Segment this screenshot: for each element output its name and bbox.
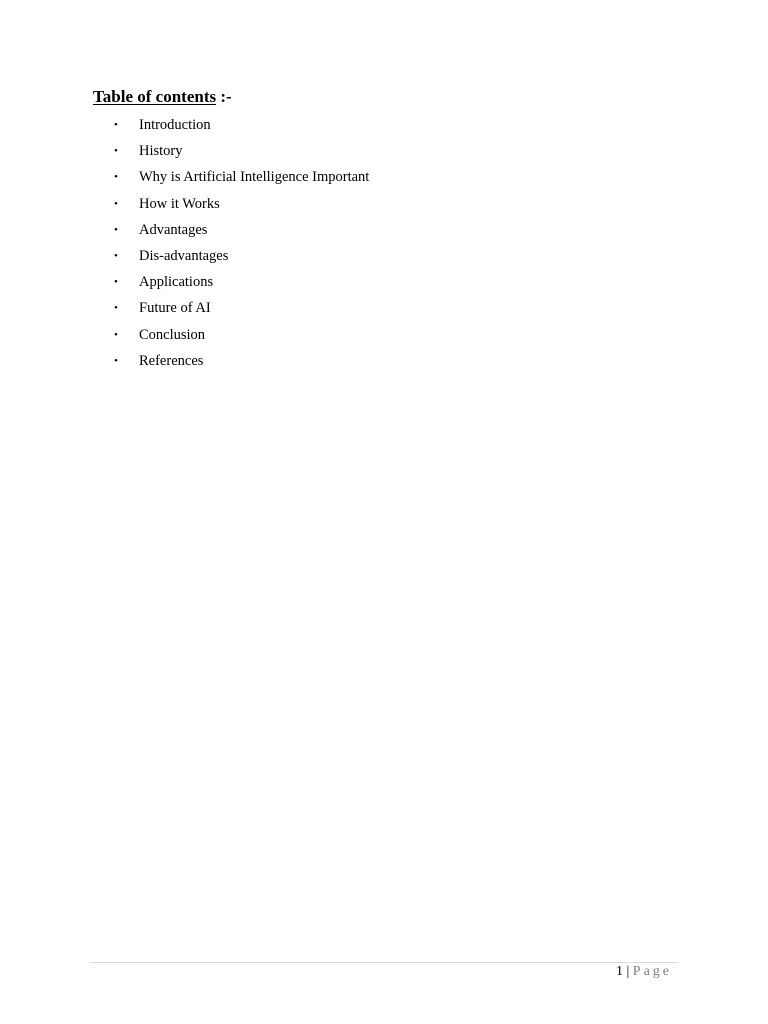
toc-heading-suffix: :- [216, 87, 232, 106]
toc-item-label: Conclusion [139, 326, 206, 343]
toc-item-label: History [139, 143, 183, 160]
bullet-icon: • [114, 276, 118, 289]
toc-item-label: Applications [139, 274, 214, 291]
toc-item-label: Introduction [139, 117, 211, 133]
toc-heading [93, 86, 232, 108]
page-number: 1 [615, 964, 623, 979]
toc-item-label: References [139, 352, 204, 369]
bullet-icon: • [114, 249, 118, 262]
bullet-icon: • [114, 171, 118, 184]
bullet-icon: • [114, 119, 118, 131]
page-separator: | [622, 964, 633, 979]
toc-item-label: Why is Artificial Intelligence Important [139, 169, 370, 186]
toc-item-label: Dis-advantages [139, 247, 229, 264]
bullet-icon: • [114, 302, 118, 315]
bullet-icon: • [114, 145, 118, 158]
page-word: Page [632, 964, 672, 979]
bullet-icon: • [114, 197, 118, 210]
toc-item-label: Future of AI [139, 300, 211, 317]
bullet-icon: • [114, 328, 118, 341]
toc-item-label: Advantages [139, 221, 208, 238]
footer-divider [90, 962, 678, 963]
toc-item-label: How it Works [139, 195, 220, 212]
bullet-icon: • [114, 223, 118, 236]
toc-heading-title: Table of contents [93, 87, 217, 106]
page-footer [616, 963, 672, 981]
bullet-icon: • [114, 354, 118, 367]
